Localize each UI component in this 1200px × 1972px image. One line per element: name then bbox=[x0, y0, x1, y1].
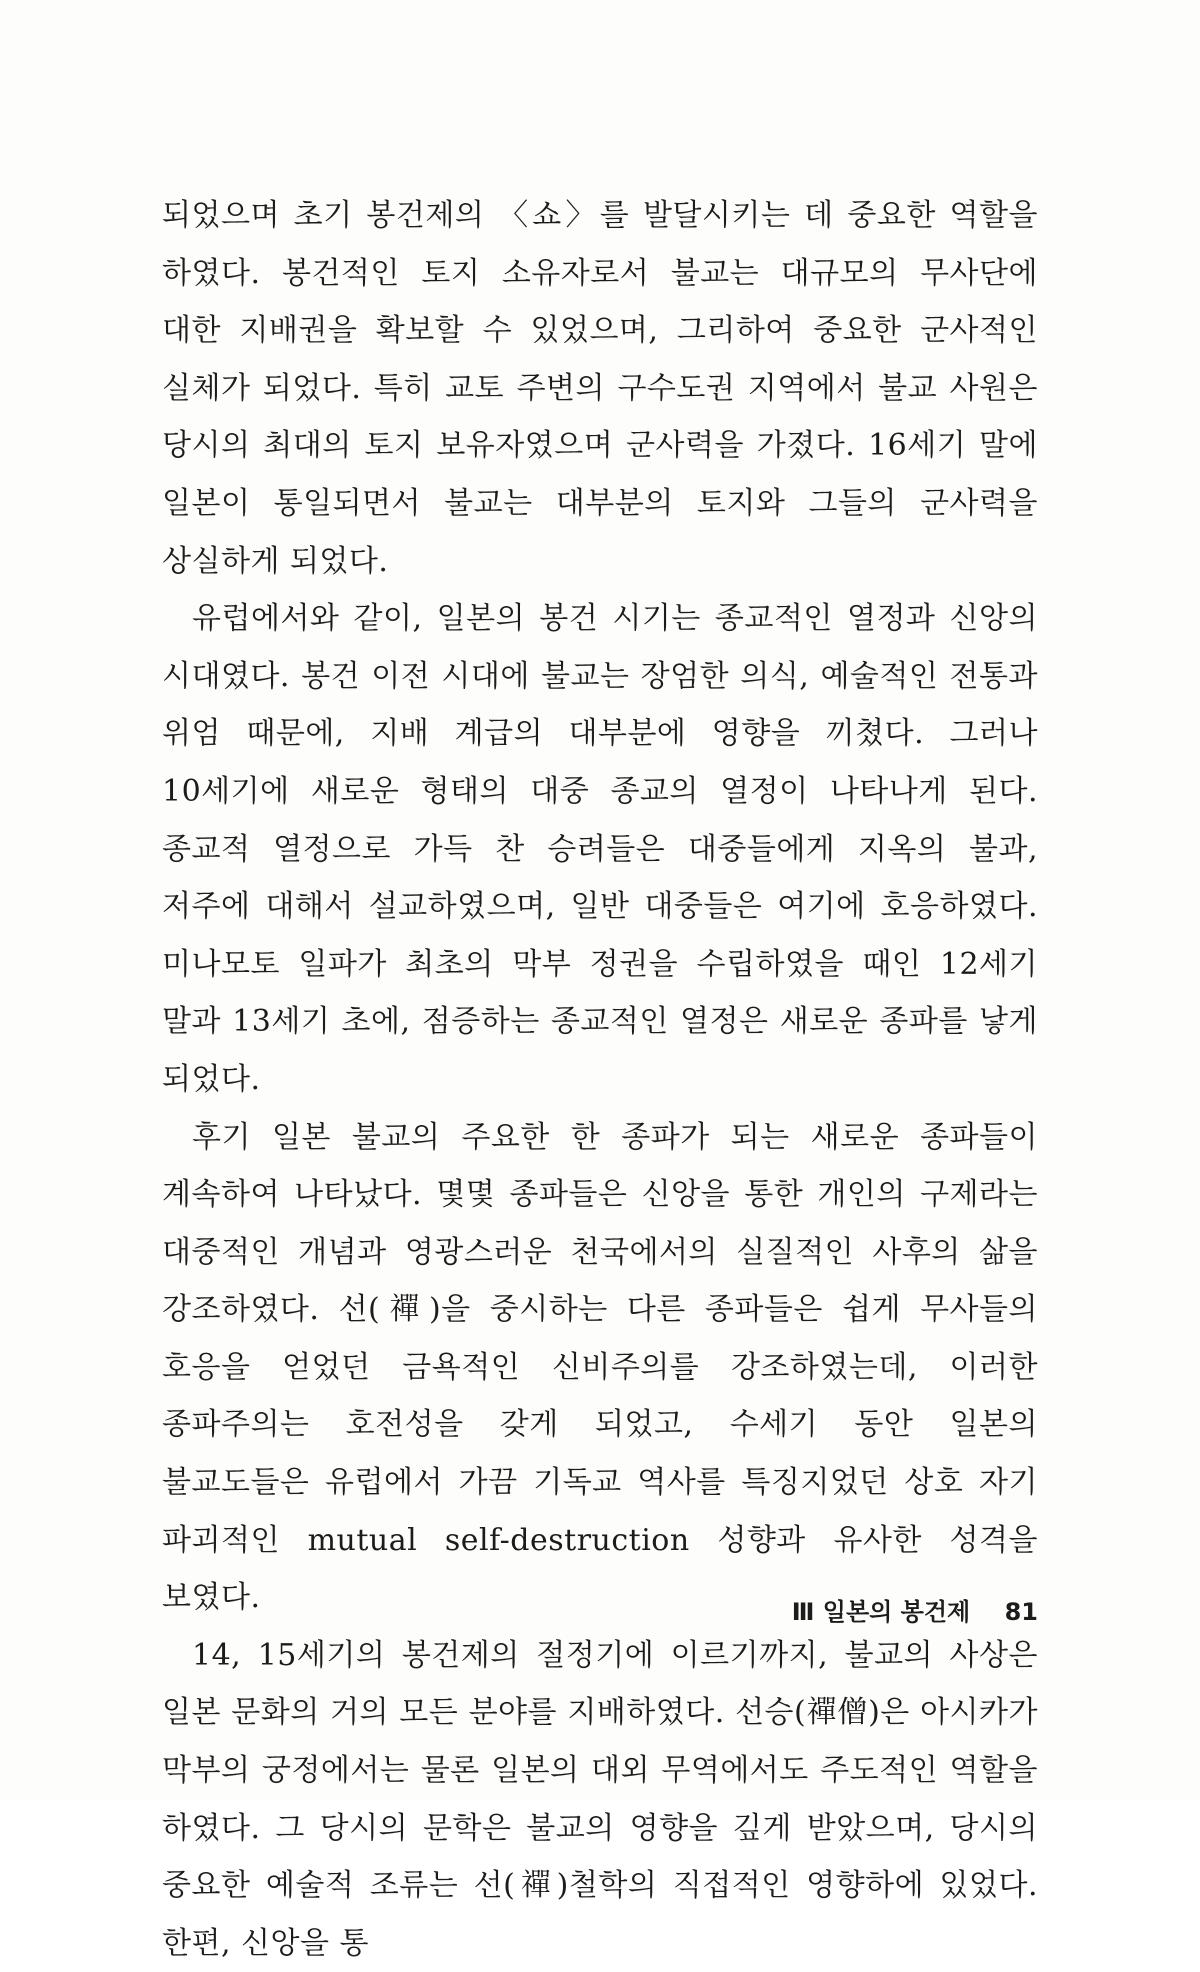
body-text bbox=[162, 187, 1038, 1972]
paragraph-2: 유럽에서와 같이, 일본의 봉건 시기는 종교적인 열정과 신앙의 시대였다. 봉건 이전 시대에 불교는 장엄한 의식, 예술적인 전통과 위엄 때문에, 지배 계급의 대부분에 영향을 끼쳤다. 그러나 10세기에 새로운 형태의 대중 종교의 열정이 나타나게 된다. 종교적 열정으로 가득 찬 승려들은 대중들에게 지옥의 불과, 저주에 대해서 설교하였으며, 일반 대중들은 여기에 호응하였다. 미나모토 일파가 최초의 막부 정권을 수립하였을 때인 12세기 말과 13세기 초에, 점증하는 종교적인 열정은 새로운 종파를 낳게 되었다. bbox=[162, 601, 1038, 1097]
page-footer bbox=[792, 1592, 1038, 1627]
running-head: Ⅲ 일본의 봉건제 bbox=[791, 1598, 971, 1626]
paragraph-4: 14, 15세기의 봉건제의 절정기에 이르기까지, 불교의 사상은 일본 문화의 거의 모든 분야를 지배하였다. 선승(禪僧)은 아시카가 막부의 궁정에서는 물론 일본의 대외 무역에서도 주도적인 역할을 하였다. 그 당시의 문학은 불교의 영향을 깊게 받았으며, 당시의 중요한 예술적 조류는 선(禪)철학의 직접적인 영향하에 있었다. 한편, 신앙을 통 bbox=[162, 1637, 1038, 1961]
page-number: 81 bbox=[1004, 1598, 1038, 1626]
paragraph-1: 되었으며 초기 봉건제의 〈쇼〉를 발달시키는 데 중요한 역할을 하였다. 봉건적인 토지 소유자로서 불교는 대규모의 무사단에 대한 지배권을 확보할 수 있었으며, 그리하여 중요한 군사적인 실체가 되었다. 특히 교토 주변의 구수도권 지역에서 불교 사원은 당시의 최대의 토지 보유자였으며 군사력을 가졌다. 16세기 말에 일본이 통일되면서 불교는 대부분의 토지와 그들의 군사력을 상실하게 되었다. bbox=[162, 198, 1038, 579]
paragraph-3: 후기 일본 불교의 주요한 한 종파가 되는 새로운 종파들이 계속하여 나타났다. 몇몇 종파들은 신앙을 통한 개인의 구제라는 대중적인 개념과 영광스러운 천국에서의 실질적인 사후의 삶을 강조하였다. 선(禪)을 중시하는 다른 종파들은 쉽게 무사들의 호응을 얻었던 금욕적인 신비주의를 강조하였는데, 이러한 종파주의는 호전성을 갖게 되었고, 수세기 동안 일본의 불교도들은 유럽에서 가끔 기독교 역사를 특징지었던 상호 자기 파괴적인 mutual self-destruction 성향과 유사한 성격을 보였다. bbox=[162, 1119, 1038, 1616]
